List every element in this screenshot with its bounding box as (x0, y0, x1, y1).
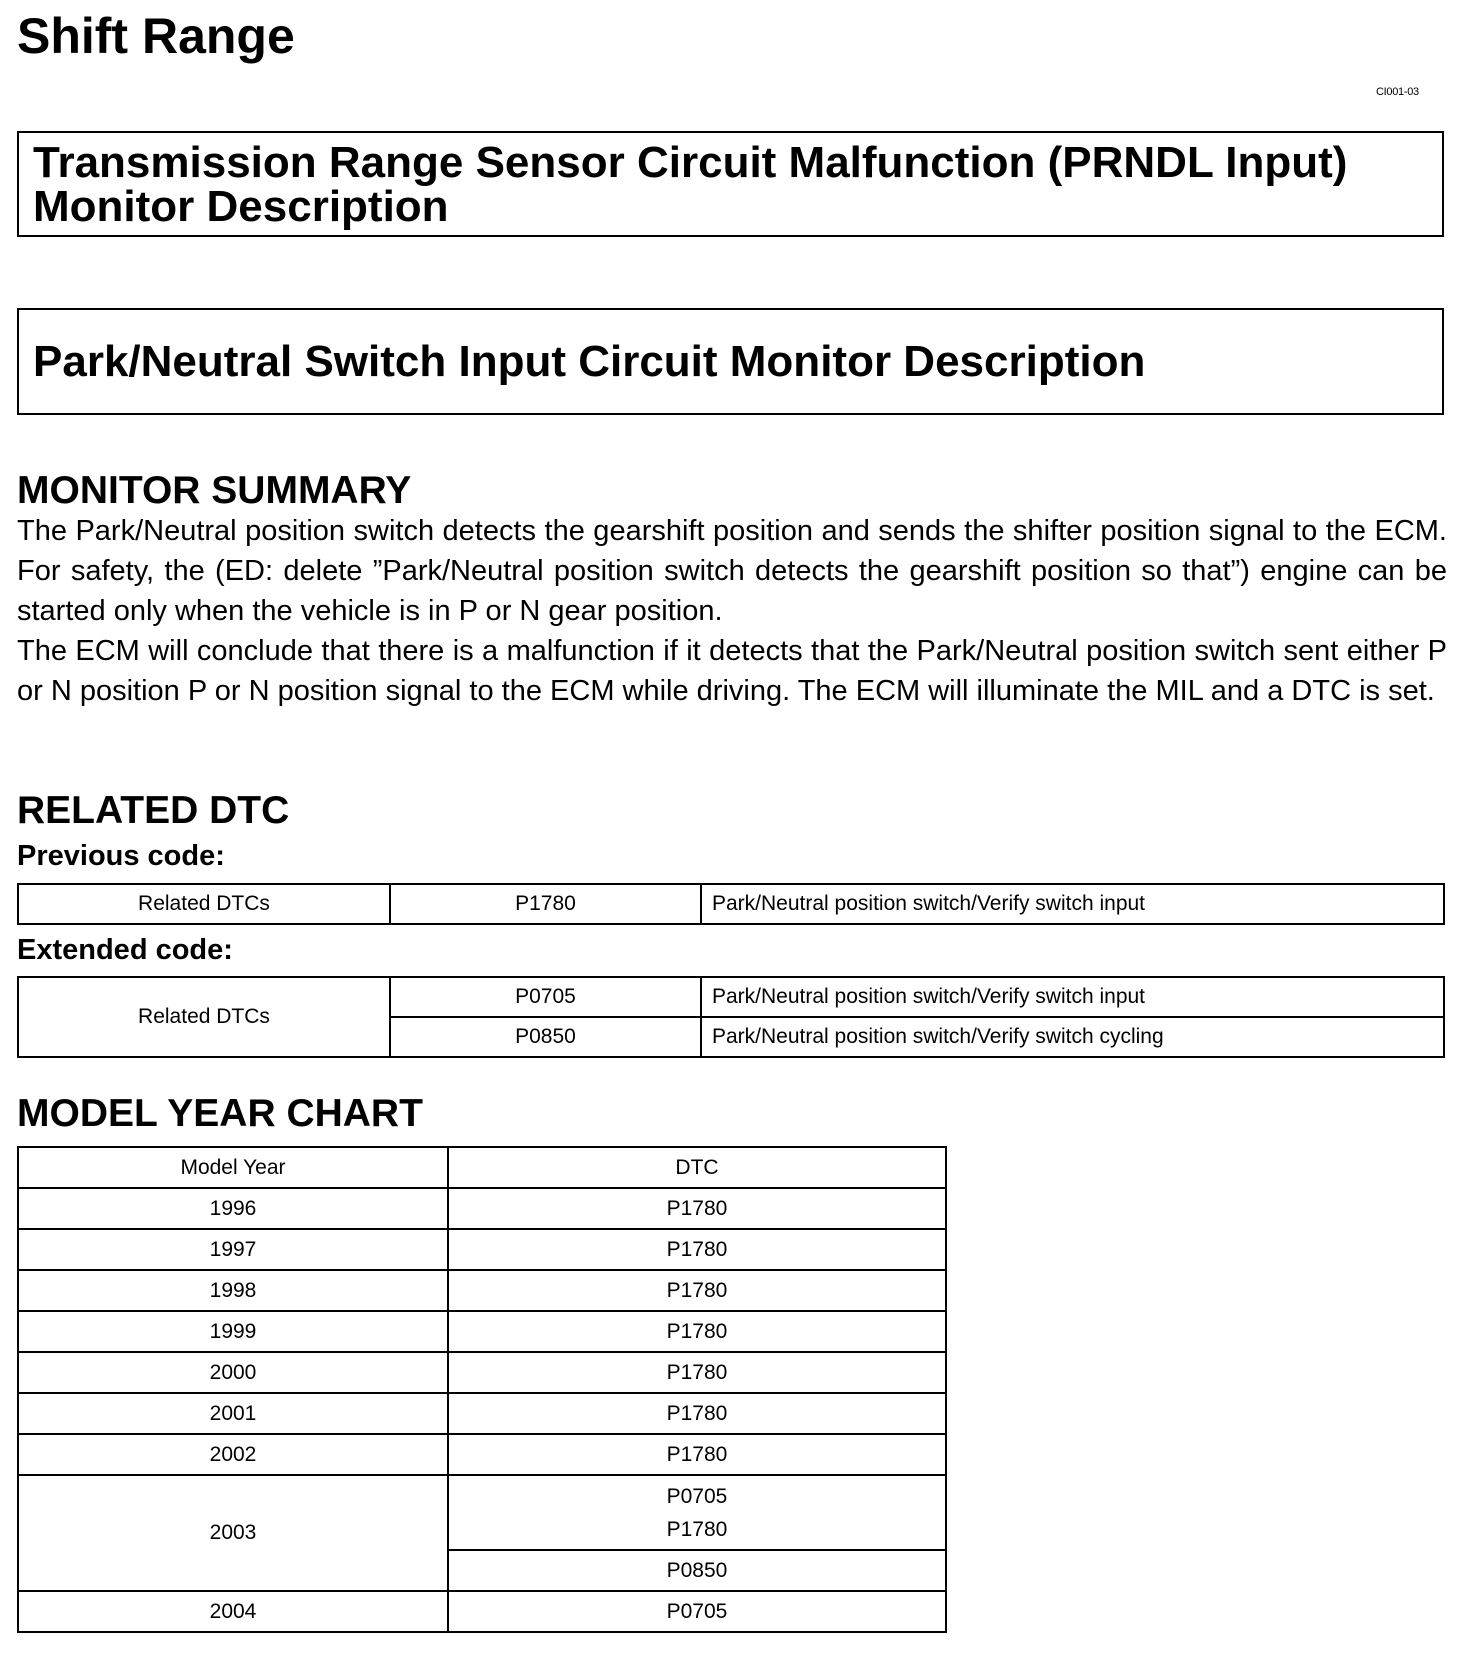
monitor-summary-heading: MONITOR SUMMARY (17, 469, 412, 512)
dtc-value: P1780 (666, 1517, 728, 1541)
year-cell: 1998 (18, 1270, 448, 1311)
table-row (18, 1229, 946, 1270)
dtc-label-cell: Related DTCs (18, 884, 390, 924)
summary-paragraph-1: The Park/Neutral position switch detects the gearshift position and sends the shifter position signal to the ECM. For safety, the (ED: delete ”Park/Neutral position switch detects the gearshift position so that”) engine can be started only when the vehicle is in P or N gear position. (17, 515, 1447, 627)
table-row (18, 977, 1444, 1017)
dtc-description-cell: Park/Neutral position switch/Verify switch input (701, 977, 1444, 1017)
related-dtc-heading: RELATED DTC (17, 789, 290, 832)
dtc-description-cell: Park/Neutral position switch/Verify switch cycling (701, 1017, 1444, 1057)
title-line-1: Transmission Range Sensor Circuit Malfunction (PRNDL Input) (33, 138, 1348, 187)
page-title: Shift Range (17, 8, 295, 64)
dtc-value: P0705 (666, 1484, 728, 1508)
dtc-cell: P1780 (448, 1229, 946, 1270)
dtc-cell: P1780 (448, 1270, 946, 1311)
extended-code-label: Extended code: (17, 934, 233, 966)
title-line-2: Monitor Description (33, 182, 449, 231)
table-row (18, 1352, 946, 1393)
year-cell: 1999 (18, 1311, 448, 1352)
table-row (18, 884, 1444, 924)
previous-code-table (17, 883, 1445, 925)
year-cell: 2003 (18, 1475, 448, 1591)
year-cell: 2004 (18, 1591, 448, 1632)
summary-paragraph-2: The ECM will conclude that there is a malfunction if it detects that the Park/Neutral position switch sent either P or N position P or N position signal to the ECM while driving. The ECM will illuminate the MIL and a DTC is set. (17, 635, 1447, 707)
year-cell: 1997 (18, 1229, 448, 1270)
dtc-label-cell: Related DTCs (18, 977, 390, 1057)
dtc-cell: P0705 (448, 1591, 946, 1632)
previous-code-label: Previous code: (17, 840, 225, 872)
dtc-code-cell: P1780 (390, 884, 701, 924)
dtc-description-cell: Park/Neutral position switch/Verify switch input (701, 884, 1444, 924)
dtc-cell: P1780 (448, 1311, 946, 1352)
extended-code-table (17, 976, 1445, 1058)
year-cell: 1996 (18, 1188, 448, 1229)
table-row (18, 1311, 946, 1352)
section-title-box-transmission-range (17, 131, 1444, 237)
document-code: CI001-03 (1376, 86, 1419, 98)
year-cell: 2002 (18, 1434, 448, 1475)
dtc-cell (448, 1475, 946, 1550)
year-cell: 2001 (18, 1393, 448, 1434)
dtc-cell: P1780 (448, 1393, 946, 1434)
table-row (18, 1188, 946, 1229)
model-year-chart-heading: MODEL YEAR CHART (17, 1092, 423, 1135)
dtc-cell: P0850 (448, 1550, 946, 1591)
dtc-cell: P1780 (448, 1352, 946, 1393)
dtc-cell: P1780 (448, 1434, 946, 1475)
dtc-code-cell: P0850 (390, 1017, 701, 1057)
year-cell: 2000 (18, 1352, 448, 1393)
table-row (18, 1270, 946, 1311)
table-row (18, 1591, 946, 1632)
table-row (18, 1434, 946, 1475)
dtc-cell: P1780 (448, 1188, 946, 1229)
table-header-row (18, 1147, 946, 1188)
section-title-box-park-neutral (17, 308, 1444, 415)
monitor-summary-text (17, 511, 1447, 711)
model-year-table (17, 1146, 947, 1633)
column-header-model-year: Model Year (18, 1147, 448, 1188)
table-row (18, 1475, 946, 1550)
column-header-dtc: DTC (448, 1147, 946, 1188)
title-text: Park/Neutral Switch Input Circuit Monitor Description (33, 336, 1146, 386)
table-row (18, 1393, 946, 1434)
dtc-code-cell: P0705 (390, 977, 701, 1017)
